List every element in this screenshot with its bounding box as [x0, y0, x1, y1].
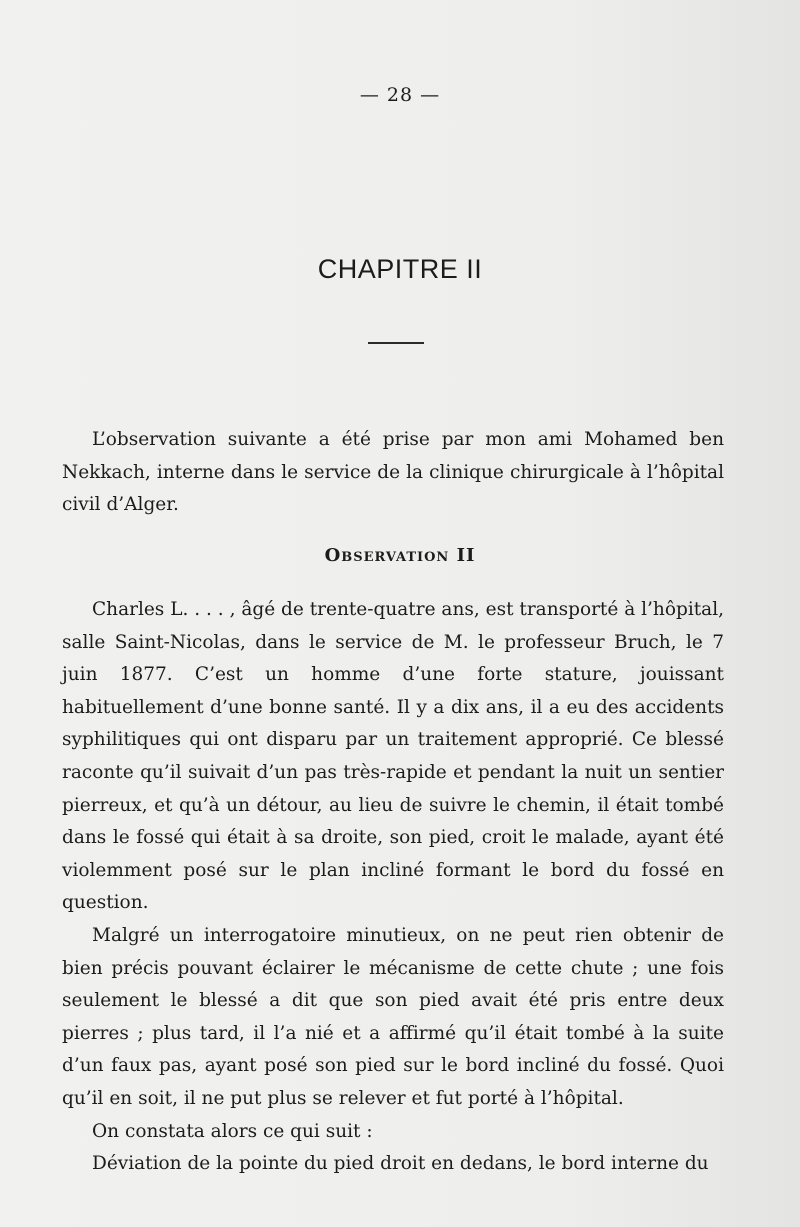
chapter-title: CHAPITRE II: [317, 254, 483, 284]
intro-paragraph: L’observation suivante a été prise par mon ami Mohamed ben Nekkach, interne dans le service de la clinique chirurgicale à l’hôpital civil d’Alger.: [62, 429, 724, 516]
page-number: — 28 —: [359, 84, 441, 106]
body-paragraph: On constata alors ce qui suit :: [92, 1120, 373, 1142]
observation-heading: Observation II: [324, 545, 476, 566]
body-paragraph: Malgré un interrogatoire minutieux, on ne peut rien obtenir de bien précis pouvant éclairer le mécanisme de cette chute ; une fois seulement le blessé a dit que son pied avait été pris entre deux pierres ; plus tard, il l’a nié et a affirmé qu’il était tombé à la suite d’un faux pas, ayant posé son pied sur le bord incliné du fossé. Quoi qu’il en soit, il ne put plus se relever et fut porté à l’hôpital.: [62, 924, 724, 1109]
body-paragraph: Déviation de la pointe du pied droit en dedans, le bord interne du: [92, 1153, 709, 1175]
intro-section: [62, 424, 724, 522]
observation-body: [62, 594, 724, 1181]
title-divider: [368, 342, 424, 344]
body-paragraph: Charles L. . . . , âgé de trente-quatre ans, est transporté à l’hôpital, salle Saint-Nicolas, dans le service de M. le professeur Bruch, le 7 juin 1877. C’est un homme d’une forte stature, jouissant habituellement d’une bonne santé. Il y a dix ans, il a eu des accidents syphilitiques qui ont disparu par un traitement approprié. Ce blessé raconte qu’il suivait d’un pas très-rapide et pendant la nuit un sentier pierreux, et qu’à un détour, au lieu de suivre le chemin, il était tombé dans le fossé qui était à sa droite, son pied, croit le malade, ayant été violemment posé sur le plan incliné formant le bord du fossé en question.: [62, 599, 724, 914]
